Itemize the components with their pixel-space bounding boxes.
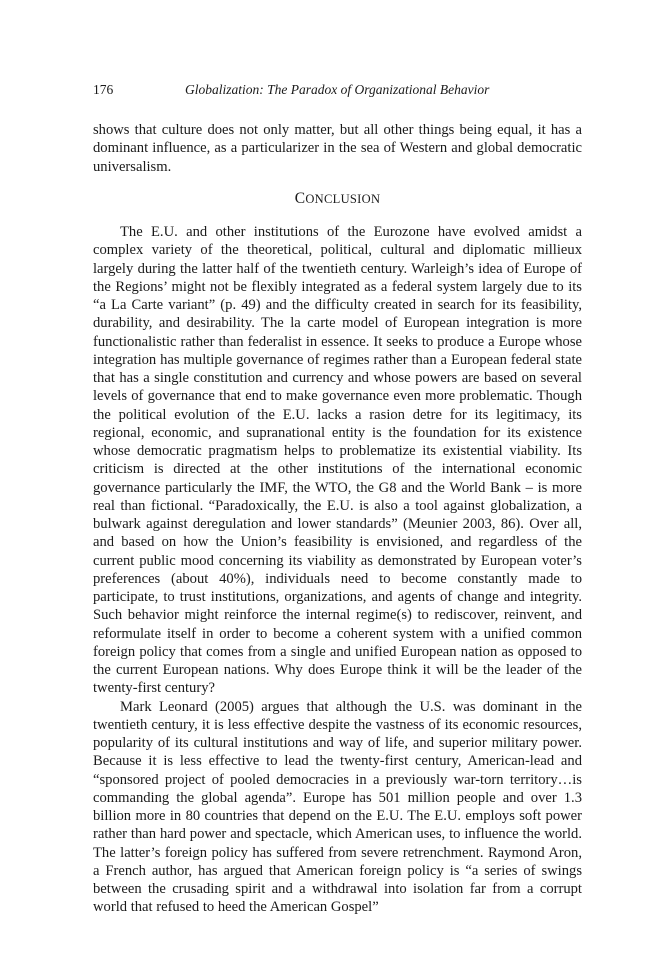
section-heading: CONCLUSION: [294, 189, 381, 207]
body-text: [93, 121, 582, 917]
running-title: Globalization: The Paradox of Organizational Behavior: [185, 82, 490, 97]
conclusion-paragraph-2: Mark Leonard (2005) argues that although the U.S. was dominant in the twentieth century, it is less effective despite the vastness of its economic resources, popularity of its cultural institutions and way of life, and superior military power. Because it is less effective to lead the twenty-first century, American-lead and “sponsored project of pooled democracies in a previously war-torn territory…is commanding the global agenda”. Europe has 501 million people and over 1.3 billion more in 80 countries that depend on the E.U. The E.U. employs soft power rather than hard power and spectacle, which American uses, to influence the world. The latter’s foreign policy has suffered from severe retrenchment. Raymond Aron, a French author, has argued that American foreign policy is “a series of swings between the crusading spirit and a withdrawal into isolation far from a corrupt world that refused to heed the American Gospel”: [93, 698, 582, 916]
intro-paragraph: shows that culture does not only matter, but all other things being equal, it has a dominant influence, as a particularizer in the sea of Western and global democratic universalism.: [93, 122, 582, 175]
page-number: 176: [93, 82, 114, 97]
running-header: [93, 82, 583, 100]
conclusion-paragraph-1: The E.U. and other institutions of the Eurozone have evolved amidst a complex variety of the theoretical, political, cultural and diplomatic millieux largely during the latter half of the twentieth century. Warleigh’s idea of Europe of the Regions’ might not be flexibly integrated as a federal system largely due to its “a La Carte variant” (p. 49) and the difficulty created in search for its feasibility, durability, and desirability. The la carte model of European integration is more functionalistic rather than federalist in essence. It seeks to produce a Europe whose integration has multiple governance of regimes rather than a European federal state that has a single constitution and currency and whose powers are based on several levels of governance that end to make governance even more problematic. Though the political evolution of the E.U. lacks a rasion detre for its legitimacy, its regional, economic, and supranational entity is the foundation for its existence whose democratic pragmatism helps to problematize its existential viability. Its criticism is directed at the other institutions of the international economic governance particularly the IMF, the WTO, the G8 and the World Bank – is more real than fictional. “Paradoxically, the E.U. is also a tool against globalization, a bulwark against deregulation and lower standards” (Meunier 2003, 86). Over all, and based on how the Union’s feasibility is envisioned, and regardless of the current public mood concerning its viability as demonstrated by European voter’s preferences (about 40%), individuals need to become constantly made to participate, to trust institutions, organizations, and agents of change and integrity. Such behavior might reinforce the internal regime(s) to rediscover, reinvent, and reformulate itself in order to become a coherent system with a unified common foreign policy that comes from a single and unified European nation as opposed to the current European nations. Why does Europe think it will be the leader of the twenty-first century?: [93, 224, 582, 697]
